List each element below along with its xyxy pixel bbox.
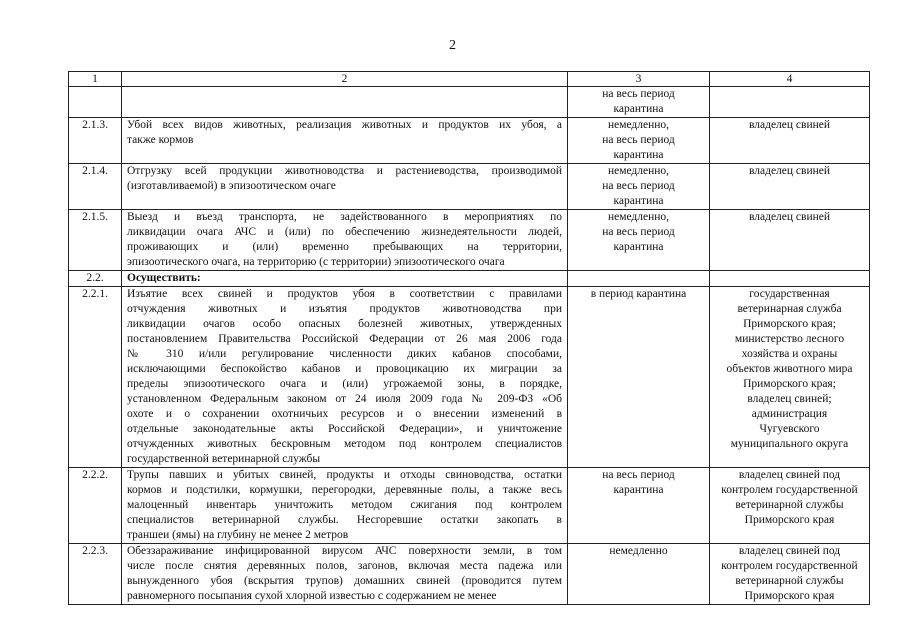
item-number: 2.2.3. — [69, 544, 122, 605]
responsible-party-line: хозяйства и охраны — [741, 348, 838, 360]
deadline-line: в период карантина — [590, 288, 687, 300]
measures-table — [68, 71, 870, 605]
deadline — [568, 468, 710, 544]
deadline-line: карантина — [613, 149, 664, 161]
measure-description-line: Выезд и въезд транспорта, не задействованного в мероприятиях по — [127, 211, 562, 223]
table-row — [69, 210, 870, 271]
measure-description — [122, 210, 568, 271]
measure-description-line: ликвидации очага АЧС и (или) по обеспечению жизнедеятельности людей, — [127, 226, 562, 238]
responsible-party — [710, 87, 870, 118]
responsible-party-line: владелец свиней; — [747, 393, 832, 405]
deadline-line: немедленно, — [607, 211, 670, 223]
deadline — [568, 118, 710, 164]
measure-description-line: кормов и подстилки, кормушки, перегородки, деревянные полы, а также весь — [127, 484, 562, 496]
measure-description — [122, 271, 568, 287]
measure-description-line: Изъятие всех свиней и продуктов убоя в соответствии с правилами — [127, 288, 562, 300]
item-number: 2.2.2. — [69, 468, 122, 544]
measure-description-line: государственной ветеринарной службы — [127, 453, 321, 465]
measure-description-line: охоте и о сохранении охотничьих ресурсов и о внесении изменений в — [127, 408, 562, 420]
item-number: 2.2. — [69, 271, 122, 287]
table-row — [69, 164, 870, 210]
measure-description-line: отчуждения животных и изъятия продуктов животноводства при — [127, 303, 562, 315]
deadline-line: на весь период — [602, 226, 675, 238]
item-number — [69, 87, 122, 118]
responsible-party-line: Приморского края — [744, 590, 835, 602]
deadline-line: карантина — [613, 195, 664, 207]
measure-description-line: постановлением Правительства Российской Федерации от 26 мая 2006 года — [127, 333, 562, 345]
measure-description-line: Обеззараживание инфицированной вирусом АЧС поверхности земли, в том — [127, 545, 562, 557]
measure-description-line: (изготавливаемой) в эпизоотическом очаге — [127, 180, 336, 192]
table-row — [69, 468, 870, 544]
measure-description-line: установленном Федеральным законом от 24 июля 2009 года № 209-ФЗ «Об — [127, 393, 562, 405]
deadline — [568, 287, 710, 468]
measure-description-line: ликвидации очагов особо опасных болезней животных, утвержденных — [127, 318, 562, 330]
deadline-line: карантина — [613, 241, 664, 253]
header-cell: 1 — [69, 72, 122, 87]
responsible-party — [710, 118, 870, 164]
responsible-party-line: ветеринарная служба — [737, 303, 842, 315]
measure-description-line: эпизоотического очага, на территорию (с территории) эпизоотического очага — [127, 256, 505, 268]
responsible-party-line: владелец свиней под — [738, 469, 841, 481]
measure-description-line: равномерного посыпания сухой хлорной известью с содержанием не менее — [127, 590, 497, 602]
measure-description — [122, 544, 568, 605]
measure-description-line: отчужденных животных бескровным методом под контролем специалистов — [127, 438, 562, 450]
measure-description-line: исключающими беспокойство кабанов и провоцикацию их миграции за — [127, 363, 562, 375]
measure-description-line: Трупы павших и убитых свиней, продукты и отходы свиноводства, остатки — [127, 469, 562, 481]
responsible-party-line: Приморского края; — [743, 318, 836, 330]
deadline — [568, 544, 710, 605]
page-number: 2 — [449, 38, 456, 53]
table-row — [69, 544, 870, 605]
deadline — [568, 210, 710, 271]
deadline — [568, 87, 710, 118]
measure-description-line: проживающих и (или) временно пребывающих на территории, — [127, 241, 562, 253]
header-cell: 2 — [122, 72, 568, 87]
item-number: 2.1.4. — [69, 164, 122, 210]
item-number: 2.2.1. — [69, 287, 122, 468]
table-row — [69, 118, 870, 164]
responsible-party-line: объектов животного мира — [726, 363, 853, 375]
measure-description — [122, 164, 568, 210]
responsible-party-line: Приморского края; — [743, 378, 836, 390]
deadline-line: на весь период — [602, 88, 675, 100]
measure-description-line: также кормов — [127, 134, 194, 146]
responsible-party-line: Приморского края — [744, 514, 835, 526]
responsible-party-line: контролем государственной — [721, 484, 858, 496]
responsible-party-line: ветеринарной службы — [735, 575, 844, 587]
table-row — [69, 287, 870, 468]
deadline-line: на весь период — [602, 180, 675, 192]
responsible-party-line: Чугуевского — [759, 423, 820, 435]
responsible-party — [710, 164, 870, 210]
deadline-line: карантина — [613, 484, 664, 496]
measure-description — [122, 118, 568, 164]
measure-description — [122, 87, 568, 118]
measure-description-line: Отгрузку всей продукции животноводства и растениеводства, производимой — [127, 165, 562, 177]
measure-description — [122, 287, 568, 468]
measure-description-line: № 310 и/или регулирование численности диких кабанов способами, — [127, 348, 562, 360]
responsible-party — [710, 544, 870, 605]
table-row — [69, 87, 870, 118]
responsible-party-line: министерство лесного — [734, 333, 845, 345]
item-number: 2.1.3. — [69, 118, 122, 164]
measure-description-line: специалистов ветеринарной службы. Несгоревшие остатки закопать в — [127, 514, 562, 526]
table-header-row — [69, 72, 870, 87]
measure-description-line: малоценный инвентарь уничтожить методом сжигания под контролем — [127, 499, 562, 511]
responsible-party-line: муниципального округа — [730, 438, 849, 450]
deadline-line: немедленно, — [607, 165, 670, 177]
measure-description-line: Убой всех видов животных, реализация животных и продуктов их убоя, а — [127, 119, 562, 131]
item-number: 2.1.5. — [69, 210, 122, 271]
measure-description-line: траншеи (ямы) на глубину не менее 2 метров — [127, 529, 349, 541]
measure-description-line: вынужденного убоя (вскрытия трупов) домашних свиней (проводится путем — [127, 575, 562, 587]
deadline — [568, 164, 710, 210]
responsible-party-line: владелец свиней — [748, 211, 831, 223]
table-row — [69, 271, 870, 287]
responsible-party-line: владелец свиней — [748, 165, 831, 177]
responsible-party-line: администрация — [751, 408, 828, 420]
responsible-party — [710, 210, 870, 271]
responsible-party-line: ветеринарной службы — [735, 499, 844, 511]
deadline-line: немедленно, — [607, 119, 670, 131]
header-cell: 3 — [568, 72, 710, 87]
deadline-line: немедленно — [609, 545, 668, 557]
responsible-party-line: государственная — [749, 288, 830, 300]
deadline-line: на весь период — [602, 134, 675, 146]
measure-description-line: пределы эпизоотического очага и (или) угрожаемой зоны, в порядке, — [127, 378, 562, 390]
responsible-party — [710, 271, 870, 287]
measure-description — [122, 468, 568, 544]
responsible-party-line: контролем государственной — [721, 560, 858, 572]
deadline-line: карантина — [613, 103, 664, 115]
measure-description-line: Осуществить: — [127, 272, 201, 284]
header-cell: 4 — [710, 72, 870, 87]
measure-description-line: отдельные законодательные акты Российской Федерации», и уничтожение — [127, 423, 562, 435]
responsible-party — [710, 287, 870, 468]
responsible-party-line: владелец свиней — [748, 119, 831, 131]
deadline-line: на весь период — [602, 469, 675, 481]
measure-description-line: числе после снятия деревянных полов, загонов, включая места падежа или — [127, 560, 562, 572]
responsible-party — [710, 468, 870, 544]
deadline — [568, 271, 710, 287]
responsible-party-line: владелец свиней под — [738, 545, 841, 557]
